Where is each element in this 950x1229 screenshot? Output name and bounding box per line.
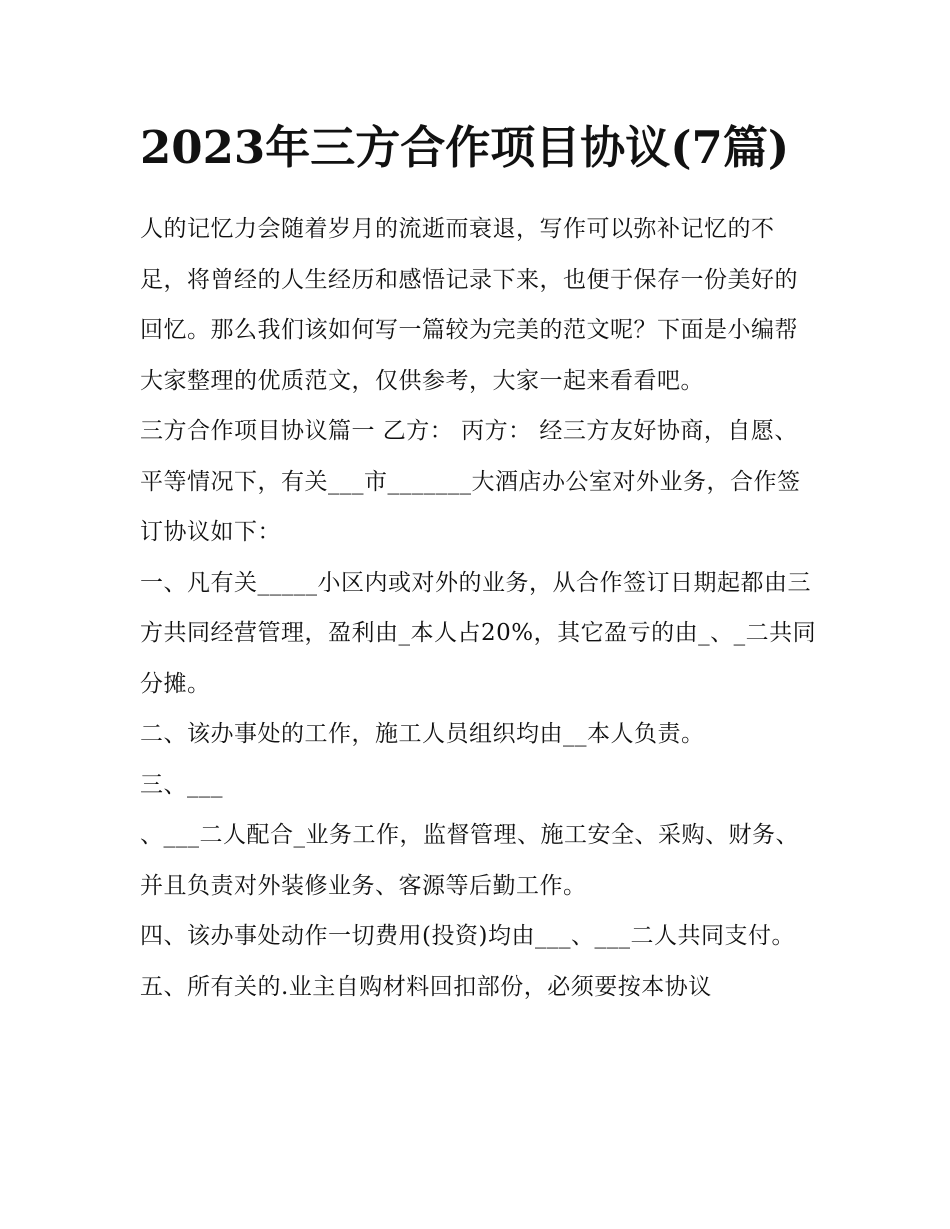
paragraph-clause-2: 二、该办事处的工作，施工人员组织均由__本人负责。 — [140, 721, 705, 747]
paragraph-clause-4-5: 四、该办事处动作一切费用(投资)均由___、___二人共同支付。 五、所有关的.业主自购材料回扣部份，必须要按本协议 — [140, 923, 795, 1000]
paragraph-clause-1: 一、凡有关_____小区内或对外的业务，从合作签订日期起都由三方共同经营管理，盈利由_本人占20%，其它盈亏的由_、_二共同分摊。 — [140, 569, 817, 697]
paragraph-intro: 人的记忆力会随着岁月的流逝而衰退，写作可以弥补记忆的不足，将曾经的人生经历和感悟记录下来，也便于保存一份美好的回忆。那么我们该如何写一篇较为完美的范文呢？下面是小编帮大家整理的优质范文，仅供参考，大家一起来看看吧。 — [140, 216, 798, 394]
document-page — [140, 118, 820, 1012]
paragraph-parties: 三方合作项目协议篇一 乙方： 丙方： 经三方友好协商，自愿、平等情况下，有关___市_______大酒店办公室对外业务，合作签订协议如下： — [140, 418, 801, 545]
paragraph-clause-3-heading: 三、___ — [140, 771, 223, 798]
paragraph-clause-3-body: 、___二人配合_业务工作，监督管理、施工安全、采购、财务、并且负责对外装修业务、客源等后勤工作。 — [140, 822, 799, 899]
document-title: 2023年三方合作项目协议(7篇) — [140, 121, 790, 174]
